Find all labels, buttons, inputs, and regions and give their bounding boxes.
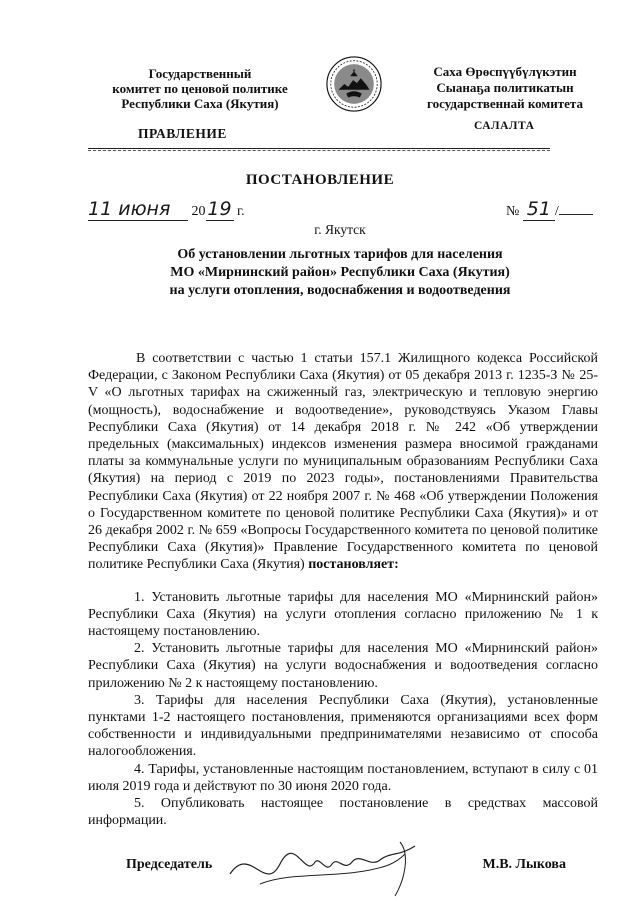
- resolution-item: 4. Тарифы, установленные настоящим постановлением, вступают в силу с 01 июля 2019 года и действуют по 30 июня 2020 года.: [88, 761, 598, 794]
- resolution-item: 3. Тарифы для населения Республики Саха (Якутия), установленные пунктами 1-2 настоящего постановления, применяются организациями всех форм собственности и индивидуальными предпринимателями независимо от способа налогообложения.: [88, 692, 598, 760]
- subject-line: на услуги отопления, водоснабжения и водоотведения: [169, 283, 511, 298]
- preamble-paragraph: [88, 350, 598, 574]
- preamble-verb: постановляет:: [308, 557, 399, 573]
- date-year-prefix: 20: [191, 204, 206, 219]
- number-slash: /: [554, 204, 559, 219]
- date-day: 11 июня: [88, 198, 188, 221]
- header-right-line: государственнай комитета: [427, 96, 583, 111]
- handwritten-signature: [220, 834, 430, 904]
- signer-role: Председатель: [126, 857, 213, 872]
- signer-name: М.В. Лыкова: [482, 857, 566, 872]
- header-right-line: Сыанаҕа политикатын: [436, 80, 574, 95]
- number-suffix-blank: [559, 214, 593, 215]
- header-left-line: комитет по ценовой политике: [112, 81, 288, 96]
- city-line: [0, 222, 640, 238]
- coat-of-arms-emblem: [325, 55, 383, 113]
- document-number: [506, 198, 593, 221]
- document-type-title: ПОСТАНОВЛЕНИЕ: [245, 172, 395, 188]
- header-left-line: Государственный: [148, 66, 252, 81]
- header-right-line: Саха Өрөспүүбүлүкэтин: [433, 64, 577, 79]
- date-year: 19: [207, 198, 232, 220]
- subject-line: МО «Мирнинский район» Республики Саха (Якутия): [170, 265, 510, 280]
- header-left-line: Республики Саха (Якутия): [121, 96, 279, 111]
- resolution-item: 2. Установить льготные тарифы для населения МО «Мирнинский район» Республики Саха (Якутия) на услуги водоснабжения и водоотведения согласно приложению № 2 к настоящему постановлению.: [88, 641, 598, 691]
- number-value: 51: [523, 198, 555, 221]
- subject-heading: [120, 246, 560, 300]
- number-label: №: [506, 204, 520, 219]
- header-right-block: [400, 64, 610, 112]
- department-left: ПРАВЛЕНИЕ: [138, 126, 227, 141]
- city: г. Якутск: [314, 222, 366, 237]
- header-divider: [88, 148, 550, 149]
- preamble-text: В соответствии с частью 1 статьи 157.1 Жилищного кодекса Российской Федерации, с Законом Республики Саха (Якутия) от 05 декабря 2013 г. 1235-З № 25-V «О льготных тарифах на сжиженный газ, электрическую и тепловую энергию (мощность), водоснабжение и водоотведение», руководствуясь Указом Главы Республики Саха (Якутия) от 14 декабря 2018 г. № 242 «Об утверждении предельных (максимальных) индексов изменения размера вносимой гражданами платы за коммунальные услуги по муниципальным образованиям Республики Саха (Якутия) на период с 2019 по 2023 годы», постановлениями Правительства Республики Саха (Якутия) от 22 ноября 2007 г. № 468 «Об утверждении Положения о Государственном комитете по ценовой политике Республики Саха (Якутия)» и от 26 декабря 2002 г. № 659 «Вопросы Государственного комитета по ценовой политике Республики Саха (Якутия)» Правление Государственного комитета по ценовой политике Республики Саха (Якутия): [88, 351, 598, 573]
- department-right: САЛАЛТА: [474, 120, 535, 132]
- resolution-item: 1. Установить льготные тарифы для населения МО «Мирнинский район» Республики Саха (Якутия) на услуги отопления согласно приложению № 1 к настоящему постановлению.: [88, 589, 598, 640]
- document-date: [88, 198, 245, 221]
- date-suffix: г.: [237, 204, 245, 219]
- subject-line: Об установлении льготных тарифов для населения: [177, 247, 503, 262]
- document-body: [88, 350, 598, 829]
- header-left-block: [90, 66, 310, 111]
- header-divider-dashed: [88, 150, 550, 151]
- resolution-item: 5. Опубликовать настоящее постановление в средствах массовой информации.: [88, 796, 598, 829]
